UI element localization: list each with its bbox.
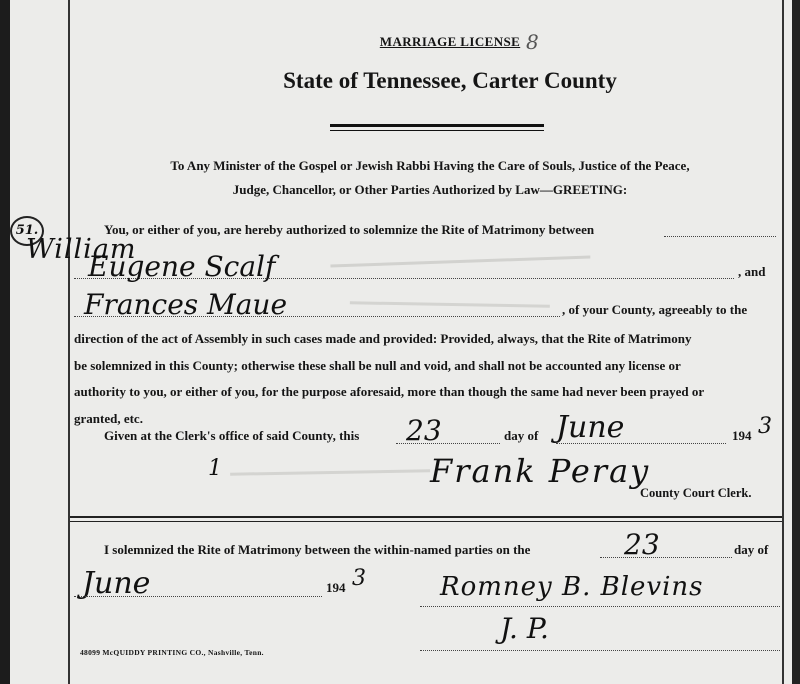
- paragraph-line-4: granted, etc.: [74, 410, 143, 426]
- groom-name: Eugene Scalf: [88, 250, 276, 283]
- record-number-text: 51.: [15, 223, 39, 238]
- title-rule-bottom: [330, 130, 544, 131]
- solemnized-year-digit: 3: [352, 566, 366, 591]
- bride-name: Frances Maue: [84, 288, 288, 321]
- paragraph-line-3: authority to you, or either of you, for the purpose aforesaid, more than though the same had never been prayed or: [74, 384, 705, 399]
- solemnized-month: June: [82, 566, 151, 601]
- license-month: June: [556, 410, 625, 445]
- solemnized-text: I solemnized the Rite of Matrimony between the within-named parties on the: [104, 542, 531, 557]
- solemnized-day-blank: [600, 557, 732, 558]
- clerk-signature: Frank Peray: [430, 452, 651, 490]
- officiant-signature: Romney B. Blevins: [440, 572, 704, 602]
- authorize-text: You, or either of you, are hereby authorized to solemnize the Rite of Matrimony between: [104, 222, 595, 237]
- bleed-through-scribble: [350, 283, 550, 307]
- day-of-text-2: day of: [734, 542, 769, 557]
- year-prefix: 194: [732, 428, 752, 443]
- printer-imprint: 48099 McQUIDDY PRINTING CO., Nashville, Tenn.: [80, 648, 264, 657]
- bleed-through-scribble: [230, 453, 430, 475]
- title-rule-top: [330, 124, 544, 127]
- corner-mark: 8: [526, 30, 539, 54]
- paragraph-line-2: be solemnized in this County; otherwise these shall be null and void, and shall not be accounted any license or: [74, 357, 681, 373]
- greeting-line-1: To Any Minister of the Gospel or Jewish Rabbi Having the Care of Souls, Justice of the Peace,: [170, 158, 690, 173]
- clerk-title: County Court Clerk.: [640, 486, 752, 500]
- and-text: , and: [738, 264, 766, 279]
- form-border-right: [782, 0, 784, 684]
- section-divider-thin: [70, 521, 782, 522]
- bleed-through-scribble: [330, 233, 591, 267]
- license-year-digit: 3: [758, 414, 772, 439]
- license-header: MARRIAGE LICENSE: [379, 34, 521, 49]
- year-prefix-2: 194: [326, 580, 346, 595]
- day-of-text: day of: [504, 428, 539, 443]
- scan-edge-right: [792, 0, 800, 684]
- county-text: , of your County, agreeably to the: [562, 302, 748, 317]
- margin-name: William: [26, 234, 137, 265]
- greeting-line-2: Judge, Chancellor, or Other Parties Authorized by Law—GREETING:: [232, 182, 628, 197]
- section-divider: [70, 516, 782, 518]
- officiant-title-blank: [420, 650, 780, 651]
- form-border-left: [68, 0, 70, 684]
- solemnized-day: 23: [624, 528, 660, 561]
- license-day: 23: [406, 414, 442, 447]
- page-title: State of Tennessee, Carter County: [283, 68, 617, 93]
- scan-edge-left: [0, 0, 10, 684]
- given-text: Given at the Clerk's office of said County, this: [104, 428, 360, 443]
- officiant-blank: [420, 606, 780, 607]
- authorize-blank: [664, 236, 776, 237]
- paragraph-line-1: direction of the act of Assembly in such cases made and provided: Provided, always, that the Rite of Matrimony: [74, 331, 692, 346]
- officiant-title: J. P.: [500, 612, 549, 645]
- solemnized-month-blank: [74, 596, 322, 597]
- greeting: [80, 154, 780, 202]
- clerk-mark: 1: [208, 456, 222, 481]
